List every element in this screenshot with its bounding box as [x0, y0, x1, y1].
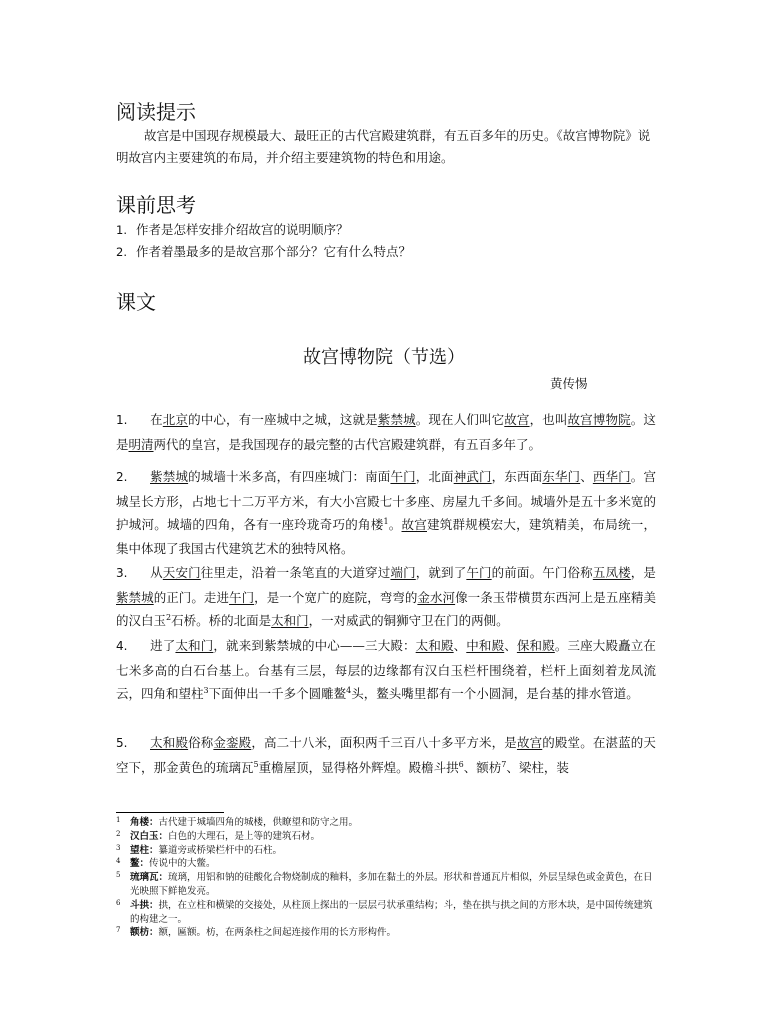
paragraph-text: ，是一个宽广的庭院，弯弯的: [254, 589, 418, 605]
article-paragraph: [116, 731, 656, 779]
proper-noun: 太和门: [175, 638, 214, 653]
proper-noun: 紫禁城: [116, 589, 154, 605]
proper-noun: 金銮殿: [213, 735, 252, 750]
paragraph-number: 1.: [116, 413, 128, 427]
proper-noun: 保和殿: [516, 638, 555, 653]
paragraph-text: 的前面。午门俗称: [491, 565, 593, 580]
proper-noun: 午门: [390, 469, 416, 484]
question-list: [116, 219, 656, 263]
paragraph-text: 。现在人们叫它: [415, 412, 505, 427]
paragraph-text: 的城墙十米多高，有四座城门：南面: [188, 469, 391, 484]
article-paragraph: [116, 561, 656, 633]
footnote-term: 鳌：: [130, 858, 150, 870]
paragraph-text: 下面伸出一千多个圆雕鳌: [208, 686, 347, 701]
footnote-number: 3: [116, 843, 121, 852]
article-paragraph: [116, 408, 656, 456]
footnote-ref: 5: [253, 759, 259, 769]
footnote-item: [116, 871, 656, 899]
question-number: 2.: [116, 245, 127, 259]
footnote-item: [116, 844, 656, 858]
paragraph-text: 。: [388, 517, 402, 532]
paragraph-text: 俗称: [188, 735, 214, 750]
pre-class-heading: 课前思考: [116, 193, 196, 217]
proper-noun: 西华门: [592, 469, 631, 484]
proper-noun: 紫禁城: [377, 412, 416, 427]
paragraph-text: 从: [150, 565, 163, 580]
lesson-heading: 课文: [116, 290, 156, 314]
paragraph-text: 重檐屋顶，显得格外辉煌。殿檐斗拱: [258, 759, 459, 775]
article-paragraph: [116, 634, 656, 706]
footnote-number: 2: [116, 829, 121, 838]
paragraph-text: ，是: [630, 565, 656, 580]
paragraph-text: 。宫城呈长方形，占地七十二万平方米，有大小宫殿七十多座、房屋九千多间。城墙外是五十多米宽的护城河。城墙的四角，各有一座玲珑奇巧的角楼: [116, 469, 656, 532]
proper-noun: 神武门: [453, 469, 492, 484]
footnote-text: 额，匾额。枋，在两条柱之间起连接作用的长方形构件。: [158, 927, 397, 939]
proper-noun: 中和殿: [466, 638, 505, 653]
paragraph-text: 。这是: [116, 412, 656, 452]
proper-noun: 太和殿: [415, 638, 454, 653]
paragraph-text: ，就到了: [415, 565, 467, 580]
paragraph-text: 在: [150, 412, 163, 427]
reading-tips-text: 故宫是中国现存规模最大、最旺正的古代宫殿建筑群，有五百多年的历史。《故宫博物院》说明故宫内主要建筑的布局，并介绍主要建筑物的特色和用途。: [116, 128, 651, 165]
footnote-list: [116, 816, 656, 940]
paragraph-text: 的殿堂。在湛蓝的天空下，那金黄色的琉璃瓦: [116, 735, 656, 775]
reading-tips-heading: 阅读提示: [116, 100, 196, 124]
proper-noun: 金水河: [417, 589, 456, 605]
footnote-ref: 4: [346, 685, 352, 695]
footnote-ref: 3: [203, 685, 209, 695]
proper-noun: 明清: [128, 436, 154, 452]
footnote-ref: 6: [458, 759, 464, 769]
proper-noun: 端门: [390, 565, 416, 580]
paragraph-text: 头，鳌头嘴里都有一个小圆洞，是台基的排水管道。: [351, 686, 639, 701]
paragraph-text: 建筑群规模宏大，建筑精美，布局统一，集中体现了我国古代建筑艺术的独特风格。: [116, 517, 656, 556]
footnote-term: 角楼：: [130, 817, 159, 828]
question-item: [116, 219, 656, 241]
paragraph-text: 像一条玉带横贯东西河上是五座精美的汉白玉: [116, 589, 656, 628]
proper-noun: 故宫: [516, 735, 543, 750]
footnote-text: 古代建于城墙四角的城楼，供瞭望和防守之用。: [158, 817, 359, 828]
footnote-text: 白色的大理石，是上等的建筑石材。: [168, 830, 321, 842]
paragraph-text: 的正门。走进: [153, 589, 230, 605]
paragraph-number: 2.: [116, 470, 128, 484]
paragraph-text: 石桥。桥的北面是: [171, 613, 272, 628]
proper-noun: 东华门: [542, 469, 581, 484]
footnote-number: 4: [116, 857, 121, 866]
paragraph-text: ，东西面: [491, 469, 543, 484]
paragraph-text: 往里走，沿着一条笔直的大道穿过: [200, 565, 391, 580]
footnote-text: 拱，在立柱和横梁的交接处，从柱顶上探出的一层层弓状承重结构；斗，垫在拱与拱之间的方形木块，是中国传统建筑的构建之一。: [130, 899, 653, 925]
footnote-divider: [116, 812, 224, 813]
paragraph-number: 5.: [116, 736, 128, 750]
paragraph-text: ，就来到紫禁城的中心——三大殿：: [213, 638, 416, 653]
footnote-ref: 2: [166, 612, 172, 622]
article-author: 黄传惕: [550, 376, 588, 391]
paragraph-text: 、额枋: [463, 759, 502, 775]
question-text: 作者是怎样安排介绍故宫的说明顺序？: [136, 222, 349, 237]
paragraph-text: 的中心，有一座城中之城，这就是: [188, 412, 378, 427]
footnote-ref: 1: [383, 516, 389, 526]
footnote-number: 6: [116, 898, 121, 907]
proper-noun: 故宫: [504, 412, 530, 427]
footnote-item: [116, 926, 656, 940]
footnote-term: 斗拱：: [130, 899, 159, 911]
footnote-item: [116, 857, 656, 871]
proper-noun: 紫禁城: [150, 469, 189, 484]
footnote-item: [116, 816, 656, 830]
paragraph-number: 4.: [116, 639, 128, 653]
proper-noun: 太和门: [271, 613, 309, 628]
paragraph-number: 3.: [116, 566, 128, 580]
article-title: 故宫博物院（节选）: [303, 347, 465, 368]
proper-noun: 午门: [229, 589, 255, 605]
article-paragraph: [116, 465, 656, 560]
footnote-term: 额枋：: [130, 927, 159, 939]
footnote-item: [116, 899, 656, 927]
paragraph-text: 、: [504, 638, 517, 653]
proper-noun: 五凤楼: [592, 565, 631, 580]
paragraph-text: 进了: [150, 638, 176, 653]
footnote-number: 7: [116, 926, 121, 935]
footnote-text: 传说中的大鳖。: [149, 858, 216, 870]
paragraph-text: 、: [580, 469, 593, 484]
footnote-ref: 7: [501, 759, 507, 769]
proper-noun: 午门: [466, 565, 492, 580]
paragraph-text: ，高二十八米，面积两千三百八十多平方米，是: [251, 735, 517, 750]
footnote-number: 5: [116, 871, 121, 880]
question-item: [116, 241, 656, 263]
footnote-number: 1: [116, 816, 121, 824]
paragraph-text: ，北面: [415, 469, 454, 484]
footnote-text: 纂道旁或桥梁栏杆中的石柱。: [158, 844, 283, 856]
proper-noun: 故宫博物院: [567, 412, 631, 427]
question-text: 作者着墨最多的是故宫那个部分？它有什么特点？: [136, 244, 412, 259]
footnote-term: 汉白玉：: [130, 830, 169, 842]
paragraph-text: 两代的皇宫，是我国现存的最完整的古代宫殿建筑群，有五百多年了。: [153, 436, 542, 452]
paragraph-text: ，也叫: [529, 412, 568, 427]
footnote-term: 琉璃瓦：: [130, 872, 169, 884]
paragraph-text: 、梁柱，装: [506, 759, 569, 775]
proper-noun: 太和殿: [150, 735, 189, 750]
proper-noun: 天安门: [162, 565, 201, 580]
question-number: 1.: [116, 223, 127, 237]
proper-noun: 北京: [162, 412, 189, 427]
paragraph-text: 、: [453, 638, 467, 653]
footnote-term: 望柱：: [130, 844, 159, 856]
proper-noun: 故宫: [401, 517, 427, 532]
footnote-text: 琉璃，用铝和钠的硅酸化合物烧制成的釉料，多加在黏土的外层。形状和普通瓦片相似，外层呈绿色或金黄色，在日光映照下鲜艳发亮。: [130, 872, 653, 897]
footnote-item: [116, 830, 656, 844]
paragraph-text: 。三座大殿矗立在七米多高的白石台基上。台基有三层，每层的边缘都有汉白玉栏杆围绕着，栏杆上面刻着龙凤流云，四角和望柱: [116, 638, 656, 701]
paragraph-text: ，一对威武的铜狮守卫在门的两側。: [308, 613, 509, 628]
